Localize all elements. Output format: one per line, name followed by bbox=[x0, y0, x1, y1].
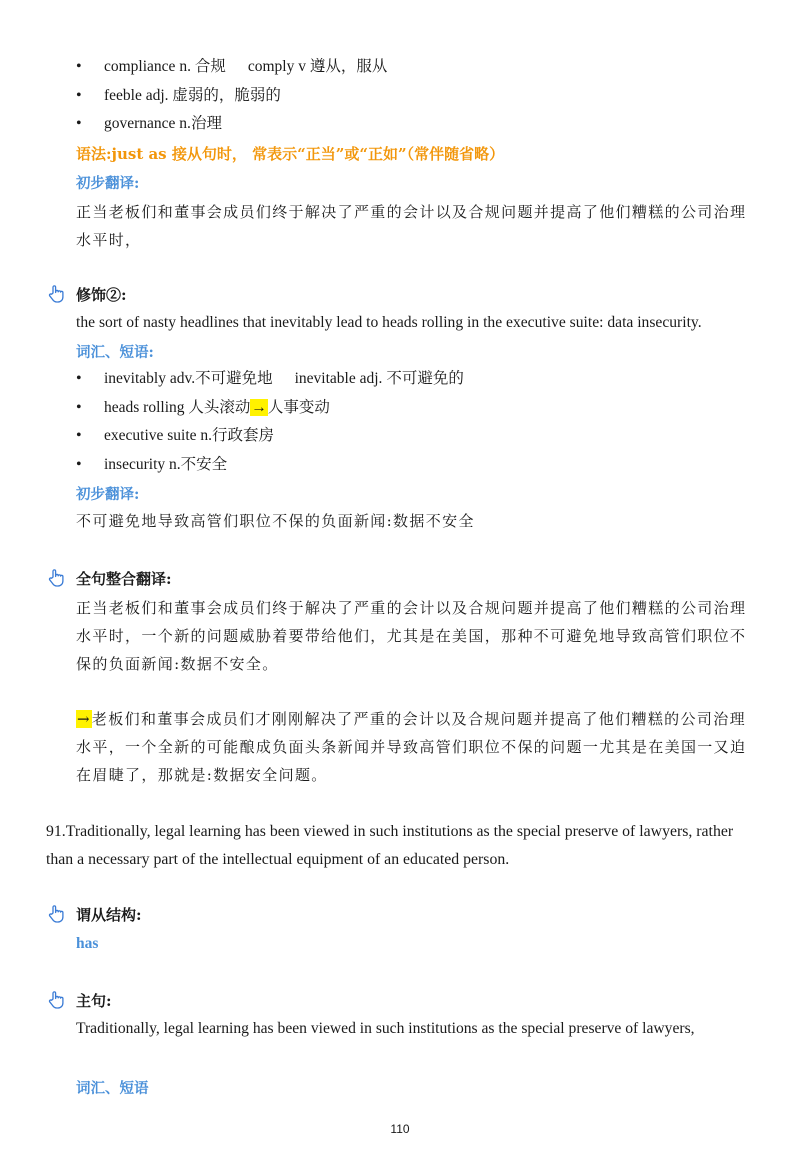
section-heading-label: 修饰②: bbox=[76, 285, 127, 304]
pointing-hand-icon bbox=[46, 284, 66, 304]
vocab-list-2 bbox=[76, 365, 464, 480]
prelim-translation-label: 初步翻译: bbox=[76, 175, 140, 192]
predicate-value: has bbox=[76, 935, 99, 952]
bullet-dot: • bbox=[76, 115, 82, 133]
pointing-hand-icon bbox=[46, 904, 66, 924]
section-heading-label: 谓从结构: bbox=[76, 905, 142, 924]
bullet-dot: • bbox=[76, 427, 82, 445]
section-heading-label: 全句整合翻译: bbox=[76, 569, 172, 588]
highlighted-arrow: → bbox=[251, 398, 267, 416]
list-item: • governance n.治理 bbox=[76, 110, 387, 139]
list-item: • compliance n. 合规 comply v 遵从，服从 bbox=[76, 53, 387, 82]
section-heading-main-clause bbox=[46, 988, 112, 1012]
full-translation-1: 正当老板们和董事会成员们终于解决了严重的会计以及合规问题并提高了他们糟糕的公司治理水平时，一个新的问题威胁着要带给他们，尤其是在美国，那种不可避免地导致高管们职位不保的负面新闻:数据不安全。 bbox=[76, 599, 747, 673]
question-91: 91.Traditionally, legal learning has been viewed in such institutions as the special preserve of lawyers, rather than a necessary part of the intellectual equipment of an educated person. bbox=[46, 823, 734, 868]
bullet-dot: • bbox=[76, 456, 82, 474]
bullet-dot: • bbox=[76, 398, 82, 416]
section-heading-modifier bbox=[46, 282, 127, 306]
section-heading-label: 主句: bbox=[76, 991, 112, 1010]
bullet-dot: • bbox=[76, 86, 82, 104]
list-item: • inevitably adv.不可避免地 inevitable adj. 不可避免的 bbox=[76, 365, 464, 394]
vocab-label: 词汇、短语 bbox=[76, 1080, 149, 1097]
prelim-translation-2: 不可避免地导致高管们职位不保的负面新闻:数据不安全 bbox=[76, 512, 475, 530]
pointing-hand-icon bbox=[46, 990, 66, 1010]
bullet-dot: • bbox=[76, 370, 82, 387]
prelim-translation-1: 正当老板们和董事会成员们终于解决了严重的会计以及合规问题并提高了他们糟糕的公司治理水平时， bbox=[76, 203, 747, 249]
list-item: • heads rolling 人头滚动→人事变动 bbox=[76, 394, 464, 423]
modifier-english: the sort of nasty headlines that inevitably lead to heads rolling in the executive suite: data insecurity. bbox=[76, 314, 702, 331]
page-number: 110 bbox=[390, 1122, 410, 1136]
section-heading-predicate bbox=[46, 902, 142, 926]
pointing-hand-icon bbox=[46, 568, 66, 588]
prelim-translation-label: 初步翻译: bbox=[76, 486, 140, 503]
bullet-dot: • bbox=[76, 58, 82, 75]
list-item: • insecurity n.不安全 bbox=[76, 451, 464, 480]
section-heading-full-translation bbox=[46, 566, 172, 590]
list-item: • executive suite n.行政套房 bbox=[76, 422, 464, 451]
vocab-list-1 bbox=[76, 53, 387, 139]
vocab-label: 词汇、短语: bbox=[76, 344, 154, 361]
list-item: • feeble adj. 虚弱的，脆弱的 bbox=[76, 82, 387, 111]
main-clause-text: Traditionally, legal learning has been viewed in such institutions as the special preserve of lawyers, bbox=[76, 1020, 695, 1037]
full-translation-2: →老板们和董事会成员们才刚刚解决了严重的会计以及合规问题并提高了他们糟糕的公司治理水平，一个全新的可能酿成负面头条新闻并导致高管们职位不保的问题一尤其是在美国一又迫在眉睫了，那就是:数据安全问题。 bbox=[76, 710, 747, 784]
grammar-note: 语法:just as 接从句时， 常表示“正当”或“正如”（常伴随省略） bbox=[76, 145, 505, 163]
highlighted-arrow: → bbox=[77, 710, 91, 728]
